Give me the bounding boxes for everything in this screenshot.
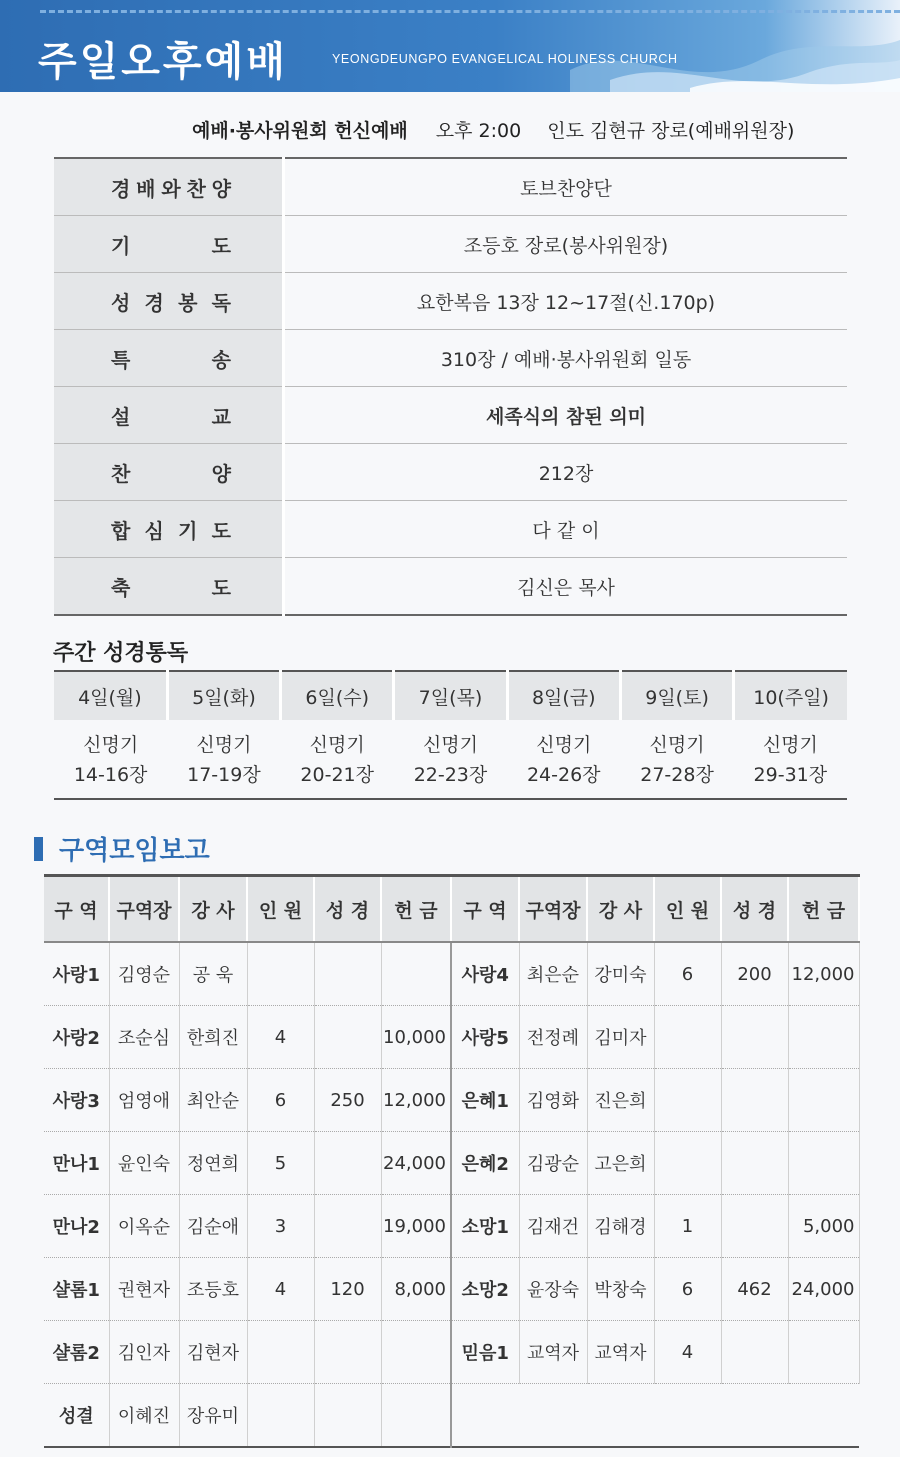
- order-value: 세족식의 참된 의미: [284, 387, 848, 444]
- group-report-title-text: 구역모임보고: [59, 836, 210, 866]
- order-label-char: 경: [111, 176, 131, 201]
- report-group: 성결: [44, 1384, 109, 1448]
- reading-day: 6일(수): [281, 671, 394, 720]
- table-row: [44, 1321, 859, 1384]
- order-label: [54, 273, 284, 330]
- report-header: 성 경: [314, 876, 381, 943]
- report-leader: 이혜진: [109, 1384, 179, 1448]
- report-leader: 이옥순: [109, 1195, 179, 1258]
- report-teacher: 김현자: [179, 1321, 247, 1384]
- reading-book: 신명기: [196, 734, 252, 756]
- report-bible: 462: [721, 1258, 788, 1321]
- order-label-char: 기: [178, 518, 198, 543]
- report-leader: 최은순: [519, 942, 587, 1006]
- order-label-char: 독: [211, 290, 231, 315]
- report-leader: 조순심: [109, 1006, 179, 1069]
- report-people: [247, 1384, 314, 1448]
- report-people: 4: [247, 1258, 314, 1321]
- report-leader: 윤인숙: [109, 1132, 179, 1195]
- report-teacher: 교역자: [587, 1321, 654, 1384]
- report-group: 소망1: [451, 1195, 519, 1258]
- report-bible: 120: [314, 1258, 381, 1321]
- report-people: [654, 1132, 721, 1195]
- report-teacher: 조등호: [179, 1258, 247, 1321]
- order-row: [54, 387, 847, 444]
- report-leader: 교역자: [519, 1321, 587, 1384]
- report-offering: [788, 1006, 859, 1069]
- order-label-char: 성: [111, 290, 131, 315]
- order-label-char: 심: [144, 518, 164, 543]
- order-value: 다 같 이: [284, 501, 848, 558]
- report-leader: 김영순: [109, 942, 179, 1006]
- reading-book: 신명기: [536, 734, 592, 756]
- order-label-chars: [111, 287, 231, 316]
- report-teacher: 진은희: [587, 1069, 654, 1132]
- order-label-char: 찬: [111, 461, 131, 486]
- wave-decoration-icon: [570, 0, 900, 92]
- report-offering: [381, 1321, 451, 1384]
- order-value: 212장: [284, 444, 848, 501]
- order-row: [54, 558, 847, 616]
- order-label: [54, 216, 284, 273]
- reading-chapters: 14-16장: [73, 764, 148, 786]
- report-header: 헌 금: [788, 876, 859, 943]
- report-people: 6: [654, 1258, 721, 1321]
- order-label-char: 도: [211, 233, 231, 258]
- table-row: [44, 1258, 859, 1321]
- order-row: [54, 158, 847, 216]
- reading-chapters: 27-28장: [640, 764, 714, 786]
- order-label-char: 봉: [178, 290, 198, 315]
- reading-chapters: 29-31장: [753, 764, 828, 786]
- report-group: 사랑1: [44, 942, 109, 1006]
- report-bible: [314, 1384, 381, 1448]
- group-report-title: [34, 830, 210, 867]
- report-offering: 24,000: [788, 1258, 859, 1321]
- report-people: [654, 1069, 721, 1132]
- order-value: 310장 / 예배·봉사위원회 일동: [284, 330, 848, 387]
- weekly-reading-table: [54, 670, 847, 800]
- order-label-chars: [111, 401, 231, 430]
- report-teacher: 박창숙: [587, 1258, 654, 1321]
- reading-cell: [281, 720, 394, 799]
- order-label-char: 특: [111, 347, 131, 372]
- report-offering: [381, 942, 451, 1006]
- report-group: 샬롬1: [44, 1258, 109, 1321]
- report-header: 구 역: [451, 876, 519, 943]
- reading-book: 신명기: [422, 734, 479, 756]
- reading-cell: [54, 720, 167, 799]
- report-teacher: 공 욱: [179, 942, 247, 1006]
- report-header: 구역장: [109, 876, 179, 943]
- reading-cell: [734, 720, 847, 799]
- report-group: 사랑5: [451, 1006, 519, 1069]
- report-teacher: 한희진: [179, 1006, 247, 1069]
- report-people: [247, 1321, 314, 1384]
- reading-chapters: 20-21장: [300, 764, 374, 786]
- order-label-char: 기: [111, 233, 131, 258]
- reading-day: 9일(토): [620, 671, 733, 720]
- report-empty: [451, 1384, 859, 1448]
- order-label-char: 배: [136, 176, 156, 201]
- report-people: [654, 1006, 721, 1069]
- order-label-char: 찬: [186, 176, 206, 201]
- order-label-chars: [111, 458, 231, 487]
- reading-day: 4일(월): [54, 671, 167, 720]
- church-name: YEONGDEUNGPO EVANGELICAL HOLINESS CHURCH: [332, 52, 678, 66]
- order-label-char: 교: [211, 404, 231, 429]
- order-label: [54, 387, 284, 444]
- reading-book: 신명기: [309, 734, 365, 756]
- table-row: [44, 1006, 859, 1069]
- report-people: 4: [654, 1321, 721, 1384]
- report-offering: 8,000: [381, 1258, 451, 1321]
- order-label-char: 설: [111, 404, 131, 429]
- table-row: [44, 1132, 859, 1195]
- report-offering: 5,000: [788, 1195, 859, 1258]
- report-teacher: 정연희: [179, 1132, 247, 1195]
- order-label-char: 송: [211, 347, 231, 372]
- order-label-char: 축: [111, 575, 131, 600]
- report-group: 만나1: [44, 1132, 109, 1195]
- reading-cell: [620, 720, 733, 799]
- service-leader: 인도 김현규 장로(예배위원장): [547, 120, 795, 142]
- reading-cell: [507, 720, 620, 799]
- order-label-chars: [111, 572, 231, 601]
- report-leader: 김광순: [519, 1132, 587, 1195]
- order-value: 조등호 장로(봉사위원장): [284, 216, 848, 273]
- report-bible: [721, 1321, 788, 1384]
- order-row: [54, 216, 847, 273]
- reading-chapters: 17-19장: [187, 764, 261, 786]
- order-label: [54, 558, 284, 616]
- order-value: 토브찬양단: [284, 158, 848, 216]
- report-group: 은혜1: [451, 1069, 519, 1132]
- report-bible: [721, 1195, 788, 1258]
- order-row: [54, 330, 847, 387]
- order-of-service-table: [54, 157, 847, 616]
- order-value: 김신은 목사: [517, 576, 615, 599]
- title-bar-icon: [34, 837, 43, 861]
- order-label-char: 양: [211, 176, 231, 201]
- reading-book: 신명기: [762, 734, 818, 756]
- service-time: 오후 2:00: [435, 120, 522, 142]
- report-header: 인 원: [654, 876, 721, 943]
- report-group: 믿음1: [451, 1321, 519, 1384]
- report-bible: [721, 1006, 788, 1069]
- report-header: 인 원: [247, 876, 314, 943]
- reading-day: 10(주일): [734, 671, 847, 720]
- report-bible: 200: [721, 942, 788, 1006]
- report-teacher: 김해경: [587, 1195, 654, 1258]
- order-label-chars: [111, 173, 231, 202]
- report-offering: 24,000: [381, 1132, 451, 1195]
- report-header: 헌 금: [381, 876, 451, 943]
- table-row: [44, 1384, 859, 1448]
- order-value: 요한복음 13장 12~17절(신.170p): [284, 273, 848, 330]
- report-offering: [788, 1132, 859, 1195]
- report-group: 사랑4: [451, 942, 519, 1006]
- order-label-char: 와: [161, 176, 181, 201]
- report-people: [247, 942, 314, 1006]
- report-leader: 엄영애: [109, 1069, 179, 1132]
- reading-cell: [167, 720, 280, 799]
- report-group: 사랑3: [44, 1069, 109, 1132]
- reading-chapters: 24-26장: [526, 764, 601, 786]
- reading-cell: [394, 720, 507, 799]
- report-offering: [788, 1069, 859, 1132]
- report-bible: [721, 1132, 788, 1195]
- report-leader: 권현자: [109, 1258, 179, 1321]
- service-name: 예배·봉사위원회 헌신예배: [192, 120, 408, 142]
- report-teacher: 김미자: [587, 1006, 654, 1069]
- reading-chapters: 22-23장: [413, 764, 488, 786]
- order-label-char: 도: [211, 518, 231, 543]
- report-group: 만나2: [44, 1195, 109, 1258]
- report-header: 구 역: [44, 876, 109, 943]
- report-people: 4: [247, 1006, 314, 1069]
- table-row: [44, 942, 859, 1006]
- report-teacher: 김순애: [179, 1195, 247, 1258]
- weekly-reading-title: 주간 성경통독: [53, 641, 189, 666]
- report-header: 성 경: [721, 876, 788, 943]
- report-people: 3: [247, 1195, 314, 1258]
- order-row: [54, 501, 847, 558]
- report-offering: 19,000: [381, 1195, 451, 1258]
- order-label: [54, 158, 284, 216]
- report-people: 1: [654, 1195, 721, 1258]
- table-row: [44, 1195, 859, 1258]
- report-bible: [721, 1069, 788, 1132]
- order-label-char: 양: [211, 461, 231, 486]
- report-leader: 김재건: [519, 1195, 587, 1258]
- service-info: [192, 116, 794, 143]
- report-offering: [788, 1321, 859, 1384]
- reading-day: 5일(화): [167, 671, 280, 720]
- order-row: [54, 273, 847, 330]
- reading-book: 신명기: [83, 734, 139, 756]
- order-label: [54, 501, 284, 558]
- report-group: 소망2: [451, 1258, 519, 1321]
- report-people: 5: [247, 1132, 314, 1195]
- group-report-table: [44, 874, 860, 1448]
- report-bible: [314, 1006, 381, 1069]
- order-label: [54, 330, 284, 387]
- report-bible: [314, 942, 381, 1006]
- report-header: 강 사: [179, 876, 247, 943]
- order-label: [54, 444, 284, 501]
- table-row: [44, 1069, 859, 1132]
- report-bible: [314, 1321, 381, 1384]
- page-title: 주일오후예배: [38, 39, 288, 85]
- report-people: 6: [654, 942, 721, 1006]
- report-group: 샬롬2: [44, 1321, 109, 1384]
- report-bible: [314, 1132, 381, 1195]
- order-label-char: 경: [144, 290, 164, 315]
- report-offering: 12,000: [381, 1069, 451, 1132]
- report-header: 강 사: [587, 876, 654, 943]
- report-leader: 전정례: [519, 1006, 587, 1069]
- report-offering: [381, 1384, 451, 1448]
- order-label-char: 도: [211, 575, 231, 600]
- header-banner: [0, 0, 900, 92]
- report-leader: 윤장숙: [519, 1258, 587, 1321]
- report-leader: 김인자: [109, 1321, 179, 1384]
- report-group: 은혜2: [451, 1132, 519, 1195]
- order-label-chars: [111, 344, 231, 373]
- report-teacher: 고은희: [587, 1132, 654, 1195]
- reading-day: 8일(금): [507, 671, 620, 720]
- report-teacher: 장유미: [179, 1384, 247, 1448]
- report-people: 6: [247, 1069, 314, 1132]
- report-offering: 10,000: [381, 1006, 451, 1069]
- reading-book: 신명기: [649, 734, 705, 756]
- report-bible: [314, 1195, 381, 1258]
- order-label-chars: [111, 230, 231, 259]
- report-leader: 김영화: [519, 1069, 587, 1132]
- order-label-chars: [111, 515, 231, 544]
- order-row: [54, 444, 847, 501]
- report-teacher: 강미숙: [587, 942, 654, 1006]
- report-bible: 250: [314, 1069, 381, 1132]
- order-label-char: 합: [111, 518, 131, 543]
- report-teacher: 최안순: [179, 1069, 247, 1132]
- report-header: 구역장: [519, 876, 587, 943]
- report-group: 사랑2: [44, 1006, 109, 1069]
- reading-day: 7일(목): [394, 671, 507, 720]
- report-offering: 12,000: [788, 942, 859, 1006]
